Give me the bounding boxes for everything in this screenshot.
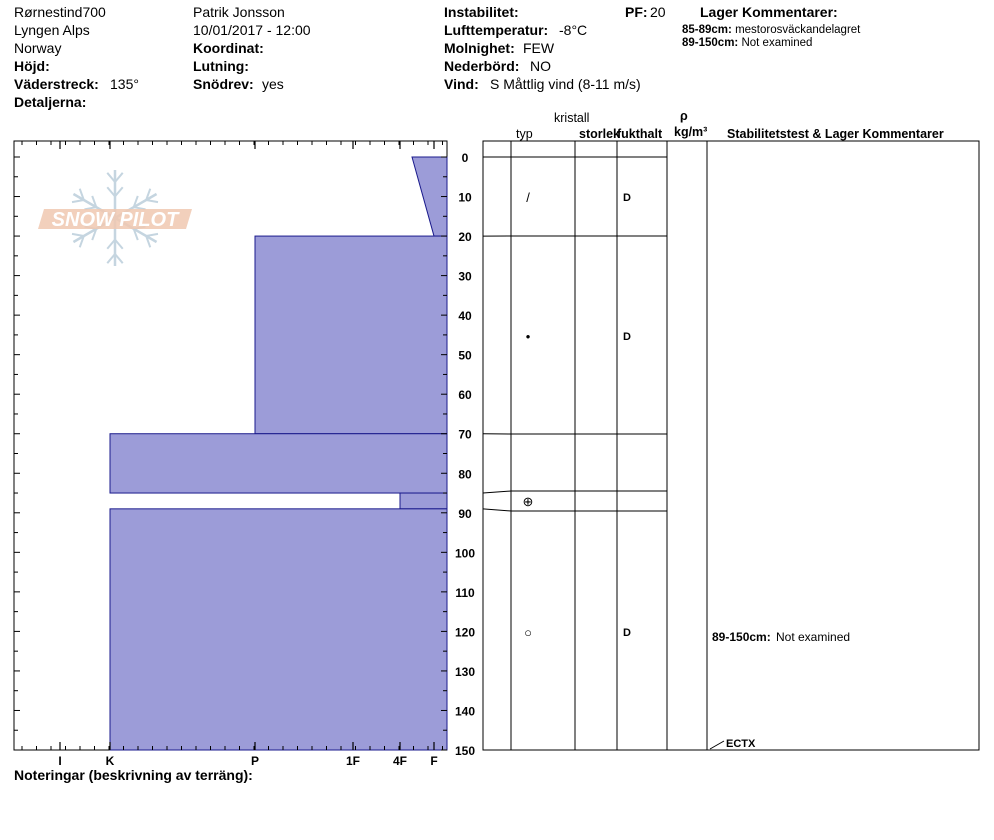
typ-header: typ <box>516 127 533 141</box>
stability-comment-range: 89-150cm: <box>712 630 771 644</box>
hardness-layer <box>400 493 447 509</box>
vind-label: Vind: <box>444 76 479 92</box>
notes-label: Noteringar (beskrivning av terräng): <box>14 767 253 783</box>
depth-label: 10 <box>458 190 472 205</box>
lufttemp-label: Lufttemperatur: <box>444 22 549 38</box>
nederbord-label: Nederbörd: <box>444 58 520 74</box>
molnighet-value: FEW <box>523 40 555 56</box>
hojd-label: Höjd: <box>14 58 50 74</box>
observation-datetime: 10/01/2017 - 12:00 <box>193 22 311 38</box>
hardness-layer <box>110 434 447 493</box>
depth-label: 140 <box>454 704 476 719</box>
grain-type-symbol: ⊕ <box>522 494 534 509</box>
depth-label: 130 <box>454 664 476 679</box>
density-unit: kg/m³ <box>674 125 708 139</box>
depth-label: 60 <box>458 388 472 403</box>
vaderstreck-value: 135° <box>110 76 139 92</box>
depth-label: 30 <box>458 269 472 284</box>
hardness-label: 1F <box>345 754 361 768</box>
vind-value: S Måttlig vind (8-11 m/s) <box>490 76 641 92</box>
snowflake-branch <box>72 200 84 202</box>
detaljerna-label: Detaljerna: <box>14 94 87 110</box>
pf-label: PF: <box>625 4 648 20</box>
lutning-label: Lutning: <box>193 58 249 74</box>
lager-comment-text: mestorosväckandelagret <box>735 24 861 36</box>
depth-label: 120 <box>454 625 476 640</box>
hardness-layer <box>255 236 447 434</box>
hardness-label: I <box>58 754 62 768</box>
snowflake-branch <box>146 200 158 202</box>
layer-boundary-connector <box>483 509 511 511</box>
stability-comment-text: Not examined <box>776 630 851 644</box>
kristall-header: kristall <box>554 111 590 125</box>
location-name: Rørnestind700 <box>14 4 106 20</box>
country-name: Norway <box>14 40 62 56</box>
snodrev-label: Snödrev: <box>193 76 254 92</box>
pf-value: 20 <box>650 4 666 20</box>
depth-label: 40 <box>458 309 472 324</box>
grain-type-symbol: ○ <box>524 625 532 640</box>
snowflake-branch <box>146 234 158 236</box>
test-result: ECTX <box>726 738 756 750</box>
snowpilot-logo <box>38 170 192 266</box>
nederbord-value: NO <box>530 58 551 74</box>
hardness-label: 4F <box>392 754 408 768</box>
moisture-value: D <box>623 331 631 343</box>
depth-label: 50 <box>458 348 472 363</box>
instabilitet-label: Instabilitet: <box>444 4 519 20</box>
snodrev-value: yes <box>262 76 284 92</box>
hardness-label: P <box>250 754 260 768</box>
lager-comment-text: Not examined <box>741 37 813 49</box>
observer-name: Patrik Jonsson <box>193 4 285 20</box>
depth-label: 20 <box>458 230 472 245</box>
depth-label: 150 <box>454 744 476 758</box>
snowflake-branch <box>72 234 84 236</box>
logo-text: SNOW PILOT <box>51 209 179 231</box>
hardness-layer <box>110 509 447 750</box>
grain-type-symbol: • <box>525 329 531 344</box>
depth-label: 70 <box>458 427 472 442</box>
lager-comment-range: 85-89cm: <box>682 24 732 36</box>
stability-header: Stabilitetstest & Lager Kommentarer <box>727 127 944 141</box>
vaderstreck-label: Väderstreck: <box>14 76 99 92</box>
depth-label: 80 <box>458 467 472 482</box>
layer-table-frame <box>483 141 979 750</box>
depth-label: 0 <box>461 151 469 165</box>
lufttemp-value: -8°C <box>559 22 588 38</box>
layer-boundary-connector <box>483 491 511 493</box>
lager-comment-range: 89-150cm: <box>682 37 739 49</box>
moisture-value: D <box>623 192 631 204</box>
fukthalt-header: fukthalt <box>617 127 663 141</box>
depth-label: 110 <box>455 585 475 600</box>
lager-title: Lager Kommentarer: <box>700 4 838 20</box>
molnighet-label: Molnighet: <box>444 40 515 56</box>
density-symbol: ρ <box>680 109 688 123</box>
moisture-value: D <box>623 627 631 639</box>
depth-label: 90 <box>458 506 472 521</box>
hardness-label: F <box>430 754 438 768</box>
test-marker-arrow <box>710 741 724 749</box>
range-name: Lyngen Alps <box>14 22 90 38</box>
grain-type-symbol: / <box>526 190 530 205</box>
hardness-label: K <box>105 754 115 768</box>
storlek-header: storlek <box>579 127 620 141</box>
koordinat-label: Koordinat: <box>193 40 264 56</box>
depth-label: 100 <box>454 546 476 561</box>
